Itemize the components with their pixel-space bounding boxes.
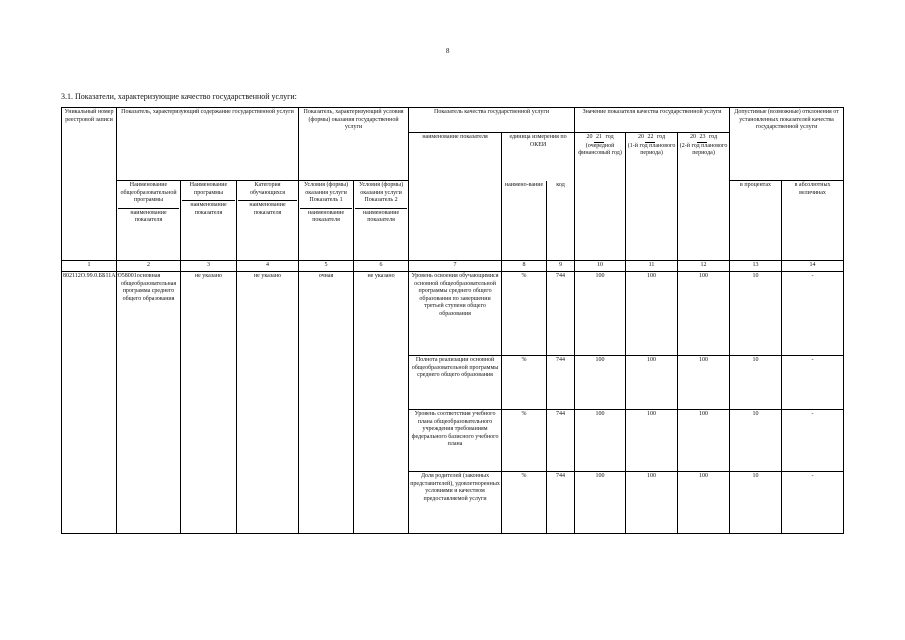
indicator-unit: % [502,356,547,410]
colnum: 8 [502,261,547,272]
record-registry: 802112О.99.0.ББ11АЮ58001 [62,272,117,534]
header-dev-percent: в процентах [730,181,782,261]
indicator-name: Полнота реализации основной общеобразовательной программы среднего общего образования [409,356,502,410]
year2-value: 22 [645,134,655,143]
quality-indicators-table [61,107,844,534]
indicator-y3: 100 [678,356,730,410]
year3-suffix: год [708,134,718,140]
header-col5: Условия (формы) оказания услуги Показатель 1 наименование показателя [299,181,354,261]
header-col6: Условия (формы) оказания услуги Показатель 2 наименование показателя [354,181,409,261]
header-unit-okei: единица измерения по ОКЕИ [502,133,575,181]
header-col4: Категория обучающихся наименование показателя [237,181,299,261]
year1-prefix: 20 [586,134,593,140]
indicator-y1: 100 [575,410,626,472]
indicator-pct: 10 [730,356,782,410]
indicator-abs: - [782,272,844,356]
col6-sub-name: наименование показателя [355,208,407,225]
indicator-code: 744 [547,272,575,356]
col3-sub-name: наименование показателя [182,200,235,217]
year3-value: 23 [697,134,707,143]
year2-prefix: 20 [637,134,644,140]
year1-note: (очередной финансовый год) [578,142,622,156]
indicator-unit: % [502,272,547,356]
section-title: 3.1. Показатели, характеризующие качество государственной услуги: [61,92,297,101]
year3-prefix: 20 [689,134,696,140]
colnum: 12 [678,261,730,272]
header-year1 [575,133,626,261]
header-col3: Наименование программы наименование показателя [181,181,237,261]
indicator-y2: 100 [626,356,678,410]
header-year3 [678,133,730,261]
year1-suffix: год [605,134,614,140]
indicator-pct: 10 [730,272,782,356]
colnum: 2 [117,261,181,272]
indicator-name: Доля родителей (законных представителей), удовлетворенных условиями и качеством предоставляемой услуги [409,472,502,534]
indicator-name: Уровень освоения обучающимися основной общеобразовательной программы среднего общего образования по завершении третьей ступени общего образования [409,272,502,356]
header-indicator-name: наименование показателя [409,133,502,261]
header-quality-group: Показатель качества государственной услуги [409,108,575,133]
indicator-y2: 100 [626,410,678,472]
indicator-y2: 100 [626,472,678,534]
col4-sub-name: наименование показателя [238,200,297,217]
column-numbers-row [62,261,844,272]
record-category: не указано [237,272,299,534]
header-content-spacer [117,133,299,181]
colnum: 3 [181,261,237,272]
indicator-pct: 10 [730,472,782,534]
col2-sub-name: наименование показателя [118,208,179,225]
indicator-pct: 10 [730,410,782,472]
record-program-name: не указано [181,272,237,534]
indicator-code: 744 [547,356,575,410]
header-registry: Уникальный номер реестровой записи [62,108,117,261]
indicator-abs: - [782,356,844,410]
colnum: 7 [409,261,502,272]
table-row [62,272,844,356]
indicator-code: 744 [547,410,575,472]
indicator-y1: 100 [575,356,626,410]
year3-note: (2-й год планового периода) [679,142,728,156]
header-dev-absolute: в абсолютных величинах [782,181,844,261]
header-unit-name: наимено-вание [502,181,547,261]
colnum: 9 [547,261,575,272]
colnum: 1 [62,261,117,272]
header-conditions-group: Показатель, характеризующий условия (формы) оказания государственной услуги [299,108,409,133]
indicator-code: 744 [547,472,575,534]
header-content-group: Показатель, характеризующий содержание государственной услуги [117,108,299,133]
indicator-y1: 100 [575,272,626,356]
year2-note: (1-й год планового периода) [627,142,676,156]
colnum: 11 [626,261,678,272]
colnum: 5 [299,261,354,272]
header-conditions-spacer [299,133,409,181]
header-deviation-group: Допустимые (возможные) отклонения от установленных показателей качества государственной услуги [730,108,844,133]
header-value-group: Значение показателя качества государственной услуги [575,108,730,133]
header-unit-code: код [547,181,575,261]
record-condition2: не указано [354,272,409,534]
header-col2: Наименование общеобразовательной программы наименование показателя [117,181,181,261]
col5-sub-name: наименование показателя [300,208,352,225]
indicator-unit: % [502,472,547,534]
indicator-y3: 100 [678,410,730,472]
colnum: 6 [354,261,409,272]
record-form: очная [299,272,354,534]
indicator-y3: 100 [678,272,730,356]
indicator-y2: 100 [626,272,678,356]
colnum: 14 [782,261,844,272]
record-program: основная общеобразовательная программа среднего общего образования [117,272,181,534]
colnum: 10 [575,261,626,272]
colnum: 4 [237,261,299,272]
page-number: 8 [446,47,450,55]
indicator-y1: 100 [575,472,626,534]
header-deviation-spacer [730,133,844,181]
indicator-unit: % [502,410,547,472]
indicator-abs: - [782,472,844,534]
indicator-name: Уровень соответствия учебного плана общеобразовательного учреждения требованиям федерального базисного учебного плана [409,410,502,472]
indicator-y3: 100 [678,472,730,534]
colnum: 13 [730,261,782,272]
year1-value: 21 [594,134,604,143]
header-year2 [626,133,678,261]
indicator-abs: - [782,410,844,472]
year2-suffix: год [656,134,666,140]
